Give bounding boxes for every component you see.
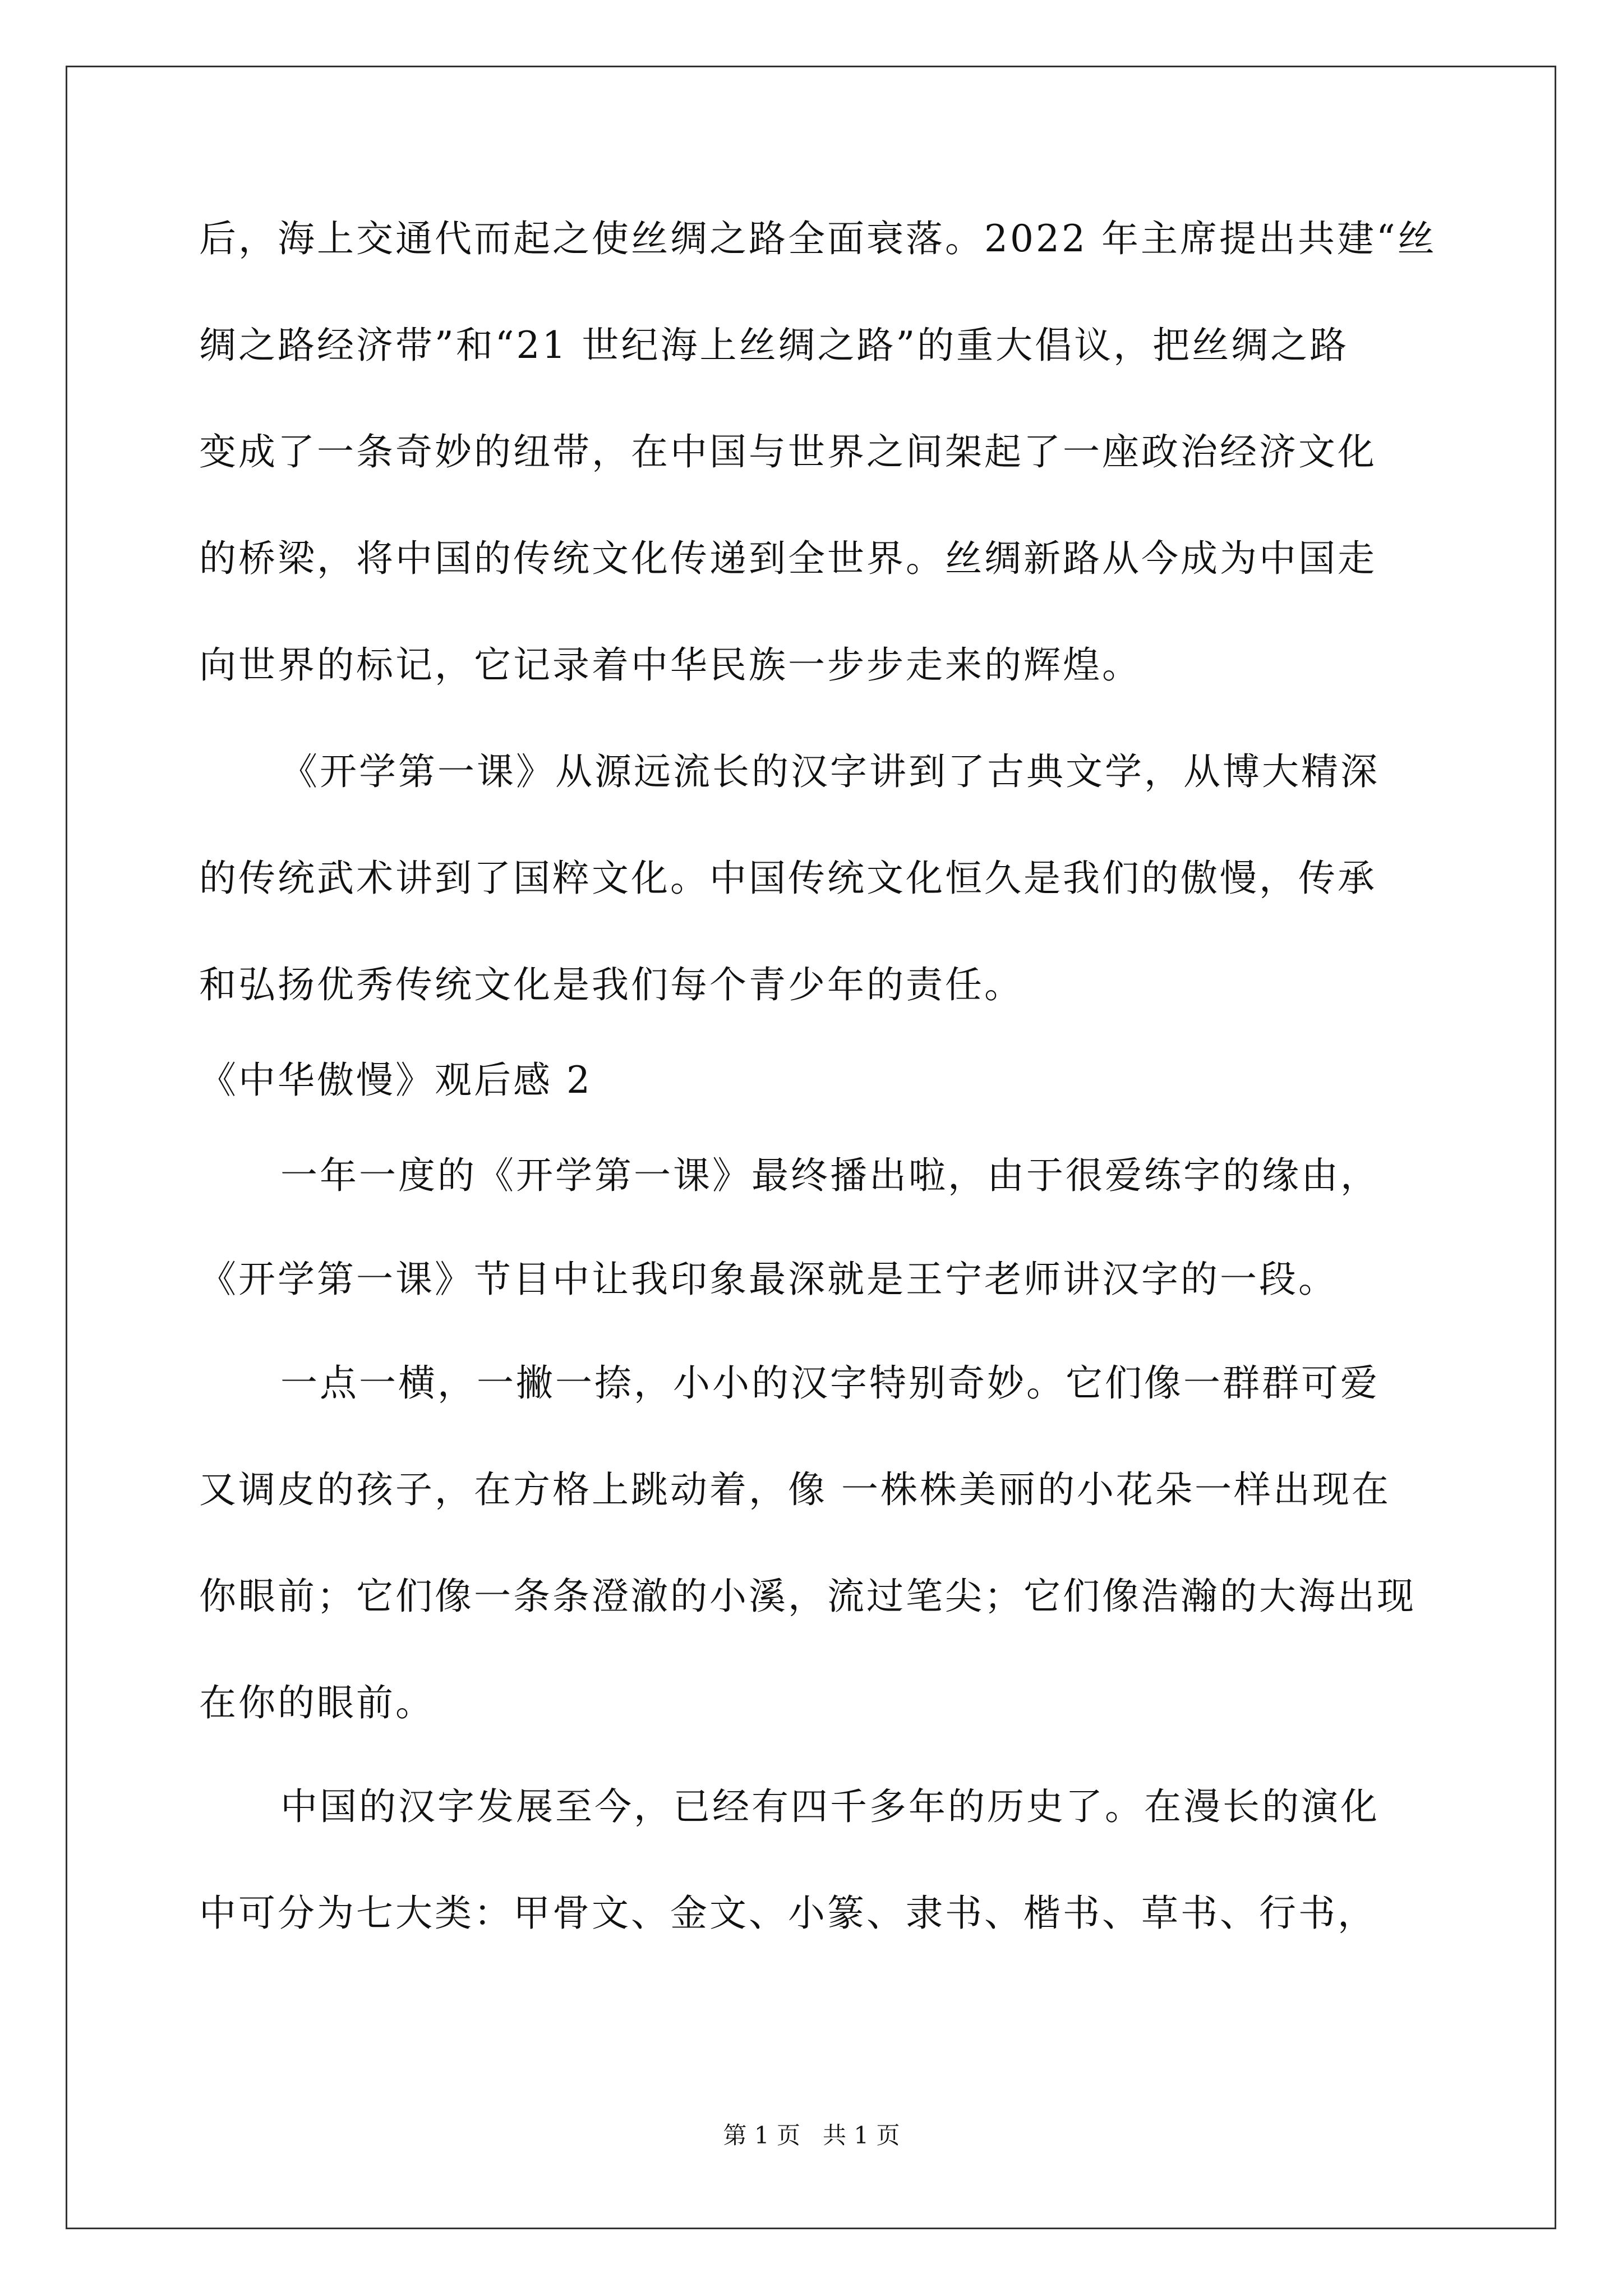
text-line: 的传统武术讲到了国粹文化。中国传统文化恒久是我们的傲慢，传承 [199,857,1377,900]
text-line: 一点一横，一撇一捺，小小的汉字特别奇妙。它们像一群群可爱 [280,1361,1380,1405]
section-heading: 《中华傲慢》观后感 2 [199,1059,592,1102]
text-line: 《开学第一课》从源远流长的汉字讲到了古典文学，从博大精深 [280,750,1380,793]
text-line: 变成了一条奇妙的纽带，在中国与世界之间架起了一座政治经济文化 [199,430,1377,473]
text-line: 中可分为七大类：甲骨文、金文、小篆、隶书、楷书、草书、行书， [199,1892,1377,1935]
text-line: 一年一度的《开学第一课》最终播出啦，由于很爱练字的缘由， [280,1154,1380,1197]
page-footer: 第 1 页 共 1 页 [723,2122,900,2149]
text-line: 你眼前；它们像一条条澄澈的小溪，流过笔尖；它们像浩瀚的大海出现 [199,1575,1416,1618]
text-line: 向世界的标记，它记录着中华民族一步步走来的辉煌。 [199,643,1141,687]
text-line: 的桥梁，将中国的传统文化传递到全世界。丝绸新路从今成为中国走 [199,537,1377,580]
text-line: 和弘扬优秀传统文化是我们每个青少年的责任。 [199,963,1023,1006]
text-line: 又调皮的孩子，在方格上跳动着，像 一株株美丽的小花朵一样出现在 [199,1468,1391,1511]
text-line: 绸之路经济带”和“21 世纪海上丝绸之路”的重大倡议，把丝绸之路 [199,324,1349,367]
text-line: 中国的汉字发展至今，已经有四千多年的历史了。在漫长的演化 [280,1785,1380,1828]
text-line: 《开学第一课》节目中让我印象最深就是王宁老师讲汉字的一段。 [199,1258,1338,1301]
text-line: 后，海上交通代而起之使丝绸之路全面衰落。2022 年主席提出共建“丝 [199,217,1437,260]
text-line: 在你的眼前。 [199,1681,435,1724]
